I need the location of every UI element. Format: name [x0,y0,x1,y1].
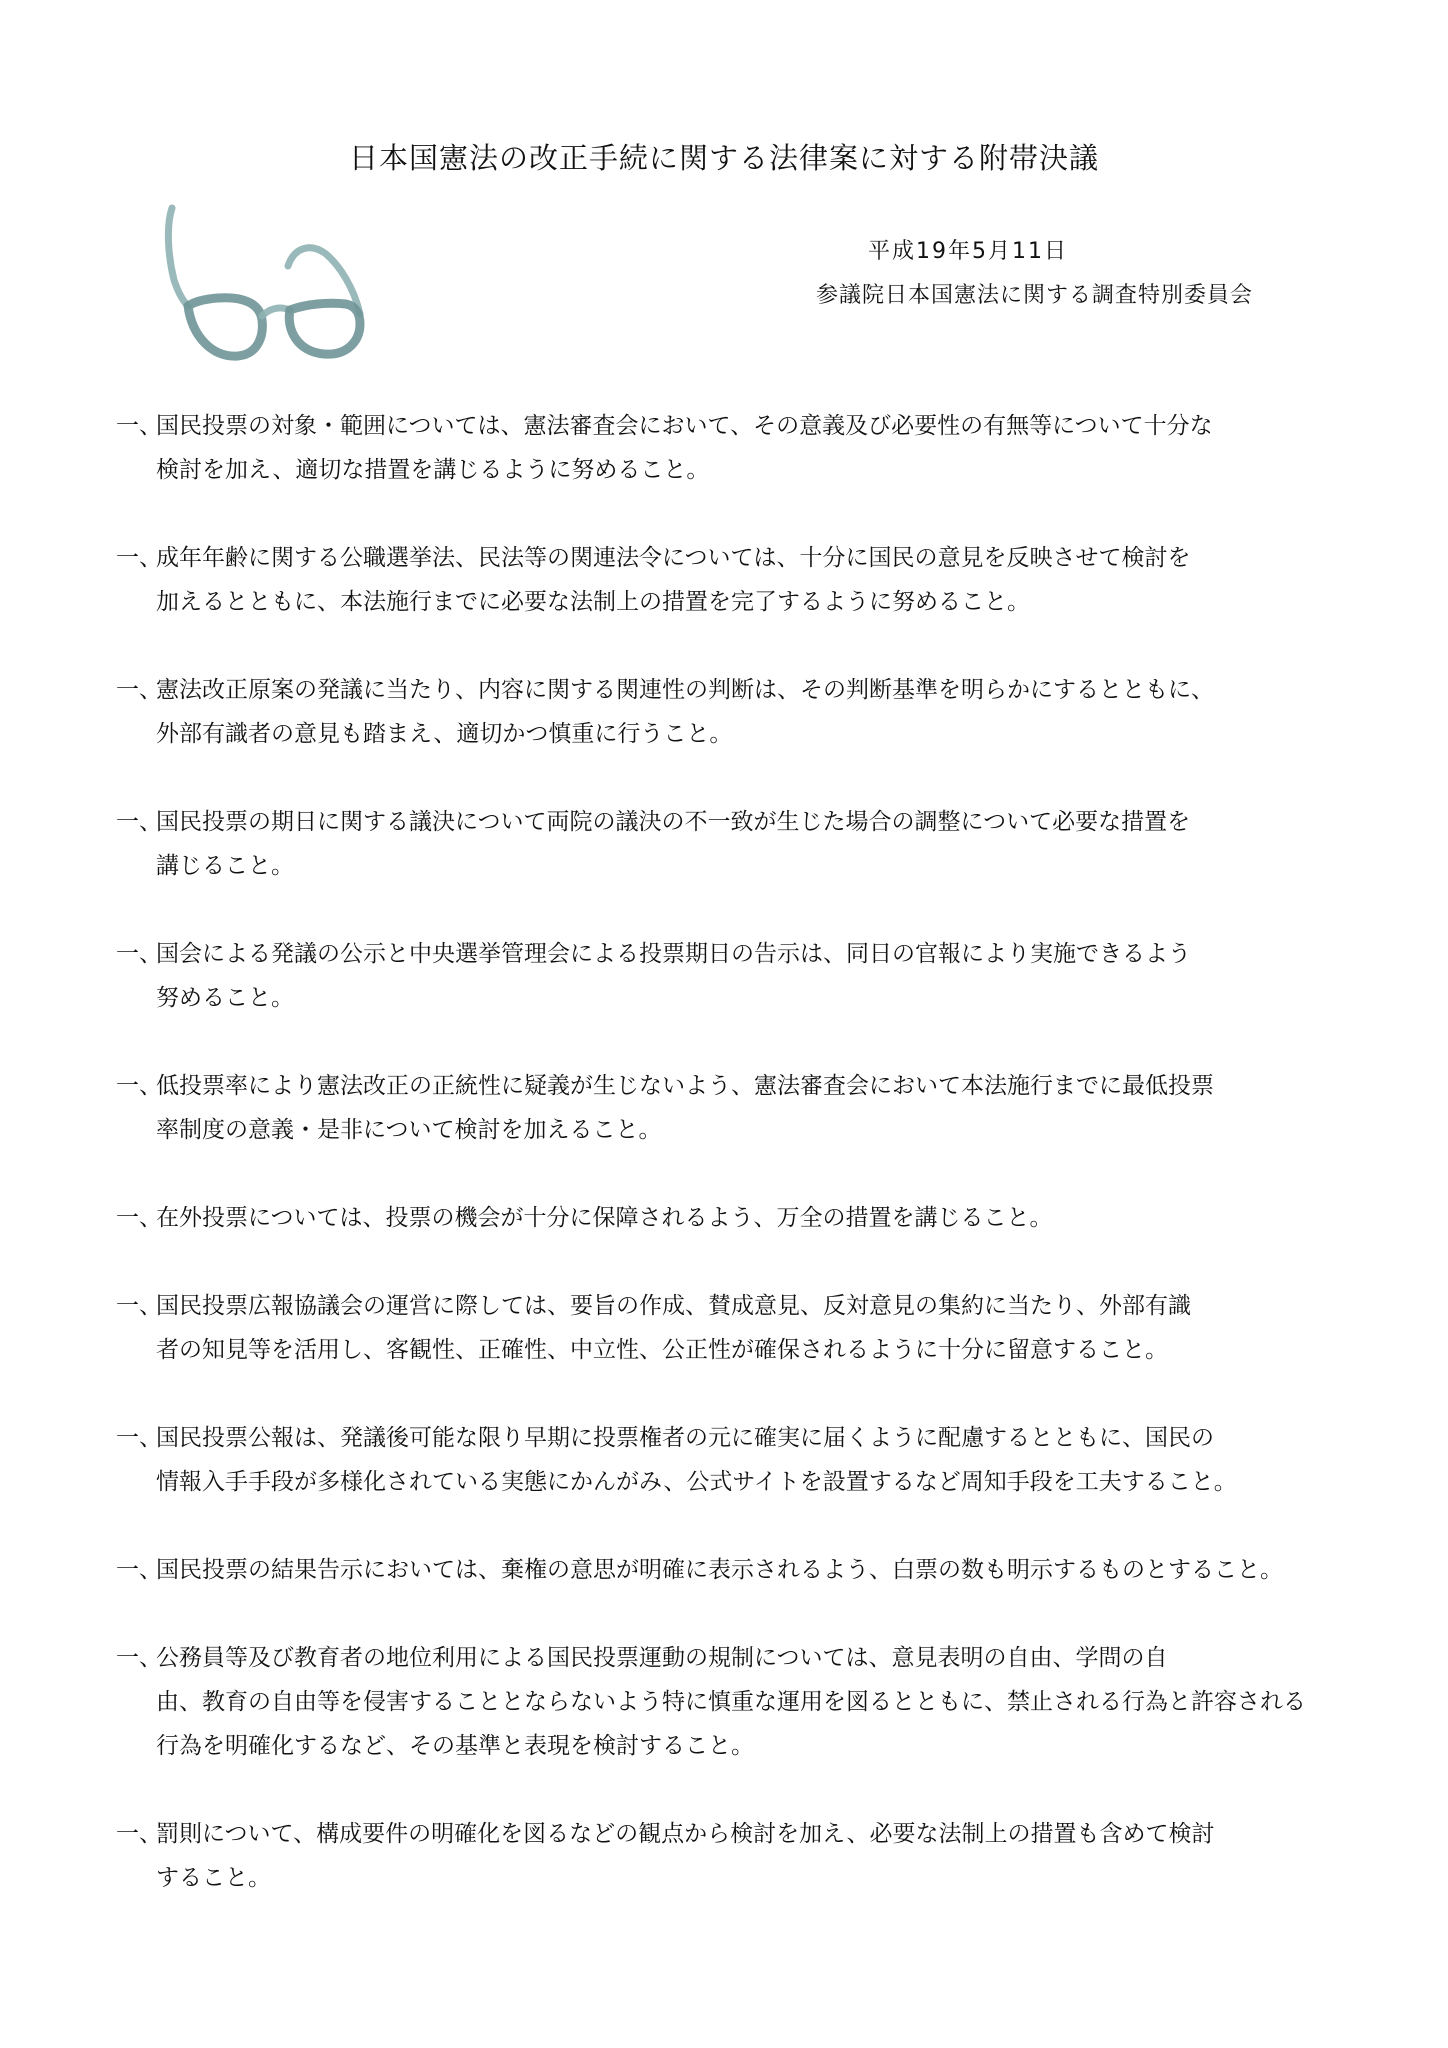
resolution-date: 平成19年5月11日 [868,239,1068,264]
resolution-item [116,932,1356,1020]
resolution-text-line: 国民投票の結果告示においては、棄権の意思が明確に表示されるよう、白票の数も明示するものとすること。 [156,1557,1283,1583]
item-marker: 一、 [116,677,162,703]
resolution-text-line: 由、教育の自由等を侵害することとならないよう特に慎重な運用を図るとともに、禁止される行為と許容される [156,1689,1306,1715]
resolution-text-line: 罰則について、構成要件の明確化を図るなどの観点から検討を加え、必要な法制上の措置も含めて検討 [156,1821,1215,1847]
resolution-text-line: 外部有識者の意見も踏まえ、適切かつ慎重に行うこと。 [156,721,733,747]
item-marker: 一、 [116,1645,162,1671]
resolution-text-line: 情報入手手段が多様化されている実態にかんがみ、公式サイトを設置するなど周知手段を工夫すること。 [156,1469,1237,1495]
resolution-text-line: 国民投票の期日に関する議決について両院の議決の不一致が生じた場合の調整について必要な措置を [156,809,1191,835]
item-marker: 一、 [116,1293,162,1319]
item-marker: 一、 [116,1821,162,1847]
resolution-text-line: 国民投票広報協議会の運営に際しては、要旨の作成、賛成意見、反対意見の集約に当たり、外部有識 [156,1293,1191,1319]
resolution-text-line: 行為を明確化するなど、その基準と表現を検討すること。 [156,1733,754,1759]
item-marker: 一、 [116,941,162,967]
resolution-item [116,1064,1356,1152]
resolution-item [116,1284,1356,1372]
resolution-list [116,404,1356,1944]
resolution-text-line: 公務員等及び教育者の地位利用による国民投票運動の規制については、意見表明の自由、学問の自 [156,1645,1168,1671]
resolution-text-line: 成年年齢に関する公職選挙法、民法等の関連法令については、十分に国民の意見を反映させて検討を [156,545,1191,571]
item-marker: 一、 [116,1557,162,1583]
resolution-item [116,1196,1356,1240]
resolution-text-line: 加えるとともに、本法施行までに必要な法制上の措置を完了するように努めること。 [156,589,1030,615]
item-marker: 一、 [116,809,162,835]
resolution-item [116,1636,1356,1768]
resolution-item [116,800,1356,888]
resolution-text-line: 率制度の意義・是非について検討を加えること。 [156,1117,662,1143]
resolution-text-line: 低投票率により憲法改正の正統性に疑義が生じないよう、憲法審査会において本法施行までに最低投票 [156,1073,1214,1099]
resolution-item [116,404,1356,492]
item-marker: 一、 [116,1073,162,1099]
glasses-illustration [160,196,374,361]
resolution-item [116,1812,1356,1900]
resolution-text-line: 国民投票公報は、発議後可能な限り早期に投票権者の元に確実に届くように配慮するとともに、国民の [156,1425,1214,1451]
resolution-text-line: 国民投票の対象・範囲については、憲法審査会において、その意義及び必要性の有無等について十分な [156,413,1213,439]
item-marker: 一、 [116,1425,162,1451]
resolution-text-line: 努めること。 [156,985,294,1011]
resolution-text-line: 講じること。 [156,853,294,879]
item-marker: 一、 [116,545,162,571]
resolution-text-line: 者の知見等を活用し、客観性、正確性、中立性、公正性が確保されるように十分に留意すること。 [156,1337,1168,1363]
resolution-item [116,1548,1356,1592]
item-marker: 一、 [116,413,162,439]
page-title: 日本国憲法の改正手続に関する法律案に対する附帯決議 [348,141,1099,175]
resolution-item [116,668,1356,756]
resolution-item [116,1416,1356,1504]
resolution-text-line: 在外投票については、投票の機会が十分に保障されるよう、万全の措置を講じること。 [156,1205,1053,1231]
resolution-text-line: すること。 [156,1865,271,1891]
committee-name: 参議院日本国憲法に関する調査特別委員会 [816,283,1254,308]
resolution-text-line: 憲法改正原案の発議に当たり、内容に関する関連性の判断は、その判断基準を明らかにするとともに、 [156,677,1214,703]
item-marker: 一、 [116,1205,162,1231]
resolution-text-line: 検討を加え、適切な措置を講じるように努めること。 [156,457,710,483]
resolution-text-line: 国会による発議の公示と中央選挙管理会による投票期日の告示は、同日の官報により実施できるよう [156,941,1191,967]
resolution-item [116,536,1356,624]
